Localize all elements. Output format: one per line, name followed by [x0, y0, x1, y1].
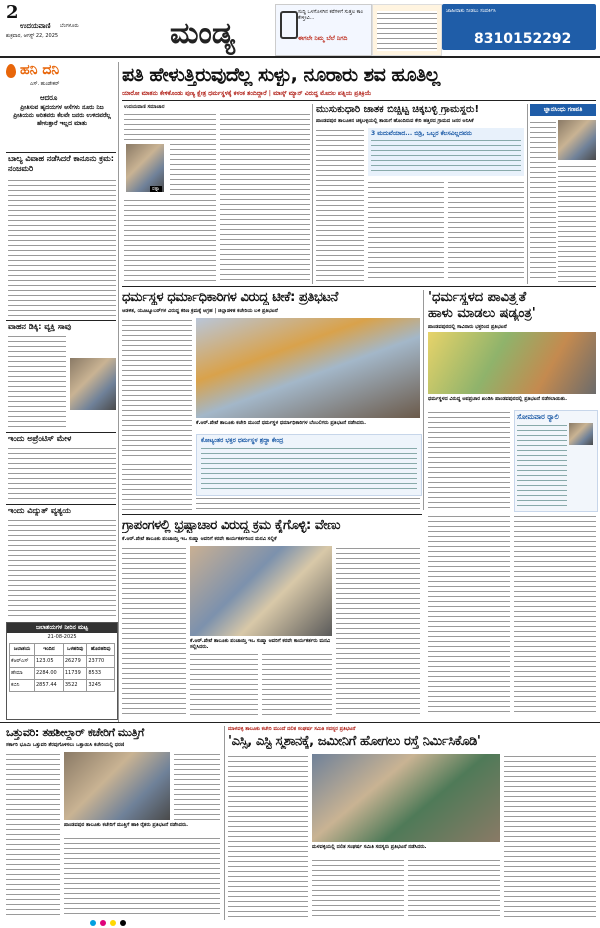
phone-icon [280, 11, 298, 39]
bottom-right-body-3 [408, 858, 500, 918]
second-story-subhead: ಪಾಂಡವಪುರ ತಾಲೂಕಿನ ಚಿಕ್ಕಬಳ್ಳಿಯಲ್ಲಿ ತಾಯಿಗೆ ಹೊಂದಿರುವ ಕೇರಿ ಹತ್ತಿರದ ಗ್ರಾಮದ ಜನರ ಅನಿಸಿಕೆ [316, 118, 474, 124]
bottom-left-photo [64, 752, 170, 820]
col-header: ಹೊರಹರಿವು [87, 644, 115, 656]
left-story-1-headline: ಬಾಲ್ಯ ವಿವಾಹ ನಡೆಸಿದರೆ ಕಾನೂನು ಕ್ರಮ: ನಂಜಮರಿ [8, 154, 114, 173]
ad-fine-print [377, 11, 437, 51]
left-story-2-photo [70, 358, 116, 410]
bottom-right-photo-caption: ಮಳವಳ್ಳಿಯಲ್ಲಿ ದಲಿತ ಸಂಘರ್ಷ ಸಮಿತಿ ಸದಸ್ಯರು ಪ್ರತಿಭಟನೆ ನಡೆಸಿದರು. [312, 844, 427, 850]
cell: 3245 [87, 680, 115, 692]
cell: 8533 [87, 668, 115, 680]
venu-body-3 [262, 652, 332, 716]
bottom-right-kicker: ಮಾಳವಳ್ಳಿ ತಾಲೂಕು ಕಚೇರಿ ಮುಂದೆ ದಲಿತ ಸಂಘರ್ಷ ಸಮಿತಿ ಸದಸ್ಯರ ಪ್ರತಿಭಟನೆ [228, 726, 356, 732]
left-story-3-body [8, 446, 116, 502]
left-story-2-headline: ವಾಹನ ಡಿಕ್ಕಿ: ವ್ಯಕ್ತಿ ಸಾವು [8, 322, 72, 331]
edition: ಬೆಂಗಳೂರು [60, 23, 79, 29]
bottom-right-body-1 [228, 754, 308, 918]
drop-icon [6, 64, 16, 78]
venu-subhead: ಕೆ.ಆರ್.ಪೇಟೆ ತಾಲೂಕು ಪಂಚಾಯ್ತಿ ಇಒ ಸುಷ್ಮಾ ಅವರಿಗೆ ಕರವೇ ಕಾರ್ಯಕರ್ತರಿಂದ ಮನವಿ ಸಲ್ಲಿಕೆ [122, 536, 277, 542]
lead-byline: ಉದಯವಾಣಿ ಸಮಾಚಾರ [124, 104, 165, 110]
reservoir-table [6, 622, 118, 720]
holy-photo [428, 332, 596, 394]
honey-author: ಎಸ್. ಹುಂಡೇಕರ್ [30, 81, 60, 87]
somavara-title: ಸೋಮವಾರ ರ‍್ಯಾಲಿ [517, 413, 559, 421]
lead-headline: ಪತಿ ಹೇಳುತ್ತಿರುವುದೆಲ್ಲ ಸುಳ್ಳು, ನೂರಾರು ಶವ ಹೂತಿಲ್ಲ [122, 64, 440, 86]
col-header: ಜಲಾಶಯ [10, 644, 35, 656]
dharmasthala-body-2 [122, 462, 192, 510]
holy-photo-caption: ಧರ್ಮಸ್ಥಳದ ವಿರುದ್ಧ ಅಪಪ್ರಚಾರ ಖಂಡಿಸಿ ಪಾಂಡವಪುರದಲ್ಲಿ ಪ್ರತಿಭಟನೆ ನಡೆಸಲಾಯಿತು. [428, 396, 568, 402]
dharmasthala-body-3 [196, 496, 420, 510]
table-row [10, 656, 115, 668]
reservoir-title: ಜಲಾಶಯಗಳ ನೀರಿನ ಮಟ್ಟ [7, 623, 117, 633]
masthead-ad-1 [275, 4, 372, 56]
cell: 23770 [87, 656, 115, 668]
cell: 2284.00 [35, 668, 64, 680]
left-story-4-headline: ಇಂದು ವಿದ್ಯುತ್ ವ್ಯತ್ಯಯ [8, 506, 71, 515]
second-story-headline: ಮುಸುಕುಧಾರಿ ಜಾತಕ ಬಿಚ್ಚಿಟ್ಟ ಚಿಕ್ಕಬಳ್ಳಿ ಗ್ರಾಮಸ್ಥರು! [316, 104, 480, 115]
cell: ಕಬಿನಿ [10, 680, 35, 692]
box-title: 3 ಮದುವೆಯಾದ... ಬಿಡ್ರಿ, ಒಬ್ಬರ ಕೆಲಸವಿಲ್ಲದವನು [371, 130, 472, 137]
dharmasthala-body-1 [122, 318, 192, 460]
honey-title: ಹನಿ ದನಿ [20, 62, 60, 78]
venu-photo [190, 546, 332, 636]
lead-body-3 [124, 198, 216, 282]
dharmasthala-photo [196, 318, 420, 418]
lead-body-1 [124, 112, 170, 142]
bottom-left-photo-caption: ಪಾಂಡವಪುರ ತಾಲೂಕು ಕಚೇರಿಗೆ ಮುತ್ತಿಗೆ ಹಾಕಿ ರೈತರು ಪ್ರತಿಭಟನೆ ನಡೆಸಿದರು. [64, 822, 189, 828]
somavara-body [517, 423, 567, 507]
col-header: ಒಳಹರಿವು [63, 644, 86, 656]
col-header: ಇಂದಿನ [35, 644, 64, 656]
box-body [371, 138, 521, 174]
bottom-left-body-3 [64, 836, 220, 918]
reservoir-date: 21-08-2025 [47, 634, 77, 640]
left-story-4-body [8, 518, 116, 618]
cell: ಹೇಮಾ [10, 668, 35, 680]
dharmasthala-photo-caption: ಕೆ.ಆರ್.ಪೇಟೆ ತಾಲೂಕು ಕಚೇರಿ ಮುಂದೆ ಧರ್ಮಸ್ಥಳ ಧರ್ಮಾಧಿಕಾರಿಗಳ ಬೆಂಬಲಿಗರು ಪ್ರತಿಭಟನೆ ನಡೆಸಿದರು. [196, 420, 367, 426]
left-story-3-headline: ಇಂದು ಅಪ್ರೆಂಟಿಸ್ ಮೇಳ [8, 434, 72, 443]
second-story-box [368, 128, 524, 176]
second-story-body-2 [368, 180, 444, 282]
dharmasthala-subhead: ಆಡಳಿತ, ಯೂಟ್ಯೂಬರ್‌ಗಳ ವಿರುದ್ಧ ಕಠಿಣ ಕ್ರಮಕ್ಕೆ ಆಗ್ರಹ | ಜಿಲ್ಲಾಡಳಿತ ಕಚೇರಿಯ ಬಳಿ ಪ್ರತಿಭಟನೆ [122, 308, 278, 314]
lead-body-4 [220, 112, 310, 282]
venu-headline: ಗ್ರಾಪಂಗಳಲ್ಲಿ ಭ್ರಷ್ಟಾಚಾರ ವಿರುದ್ಧ ಕ್ರಮ ಕೈಗೊಳ್ಳಿ: ವೇಣು [122, 518, 341, 533]
second-story-body-1 [316, 128, 364, 282]
venu-photo-caption: ಕೆ.ಆರ್.ಪೇಟೆ ತಾಲೂಕು ಪಂಚಾಯ್ತಿ ಇಒ ಸುಷ್ಮಾ ಅವರಿಗೆ ಕರವೇ ಕಾರ್ಯಕರ್ತರು ಮನವಿ ಸಲ್ಲಿಸಿದರು. [190, 638, 331, 650]
paper-name: ಉದಯವಾಣಿ [20, 22, 51, 30]
right-column-body-1 [428, 514, 510, 716]
masthead-ad-2 [372, 4, 442, 56]
bottom-left-subhead: ಸರ್ಕಾರಿ ಭೂಮಿ ಒತ್ತುವರಿ ತೆರವುಗೊಳಿಸಲು ಒತ್ತಾಯಿಸಿ ಕಚೇರಿಯಲ್ಲಿ ಧರಣಿ [6, 742, 125, 748]
holy-headline-1: 'ಧರ್ಮಸ್ಥಳದ ಪಾವಿತ್ರ್ಯತೆ [428, 290, 527, 305]
gnanaguru-body [530, 120, 556, 282]
lead-subhead: ಯಾರೋ ಮಾತನು ಕೇಳಿಕೊಂಡು ಪುಣ್ಯ ಕ್ಷೇತ್ರ ಧರ್ಮಸ್ಥಳಕ್ಕೆ ಕಳಂಕ ತಂದಿದ್ದಾರೆ | ಮಾಸ್ಕ್ ಮ್ಯಾನ್ ವಿರುದ್ಧ ಮೊದಲ ಪತ್ನಿಯ ಪ್ರತಿಕ್ರಿಯೆ [122, 90, 372, 97]
masthead-ad-3 [442, 4, 596, 50]
district-title: ಮಂಡ್ಯ [170, 16, 236, 51]
honey-poem: ಪ್ರೀತಿಸುವ ಹೃದಯಗಳ ಆಸೆಗಳು ನೂರು ನಿಜ ಪ್ರೀತಿಯನು ಅರಿತವರು ಕೆಲವೇ ಜನರು ಉಳಿದವರೆಲ್ಲ ಹೇಳುತ್ತಾರೆ ಇಲ್ಲದ ಮಾತು [13, 104, 111, 127]
gnanaguru-title: ಜ್ಞಾನಸಿಂಧು ಗಣಪತಿ [530, 104, 596, 116]
dharmasthala-headline: ಧರ್ಮಸ್ಥಳ ಧರ್ಮಾಧಿಕಾರಿಗಳ ವಿರುದ್ಧ ಟೀಕೆ: ಪ್ರತಿಭಟನೆ [122, 290, 338, 305]
holy-body-1 [428, 410, 510, 510]
cell: ಕೆಆರ್‌ಎಸ್ [10, 656, 35, 668]
left-story-1-body [8, 178, 116, 316]
cell: 26279 [63, 656, 86, 668]
page-number: 2 [6, 2, 19, 23]
venu-body-1 [122, 546, 186, 716]
inset-title: ಕೋಟ್ಯಂತರ ಭಕ್ತರ ಧರ್ಮಸ್ಥಳ ಶ್ರದ್ಧಾ ಕೇಂದ್ರ [201, 437, 284, 444]
inset-body [201, 446, 417, 492]
registration-marks [90, 920, 510, 926]
cell: 11739 [63, 668, 86, 680]
somavara-photo [569, 423, 593, 445]
bottom-right-headline: 'ಎಸ್ಸಿ, ಎಸ್ಟಿ ಸ್ಮಶಾನಕ್ಕೆ, ಜಮೀನಿಗೆ ಹೋಗಲು ರಸ್ತೆ ನಿರ್ಮಿಸಿಕೊಡಿ' [228, 734, 481, 749]
ad-text-1: ಸುದ್ದಿ ಒಳಗೊಳಗಿನ ಕರೆಗಳಿಗೆ ಸುತ್ತಲ ಕಾಂ ಕೇಳ್ತೀವಿ... [298, 9, 363, 21]
gnanaguru-photo [558, 120, 596, 160]
venu-body-4 [336, 546, 420, 716]
bottom-left-body-2 [174, 752, 220, 820]
right-column-body-2 [514, 514, 596, 716]
cell: 123.05 [35, 656, 64, 668]
bottom-left-body-1 [6, 752, 60, 918]
cell: 2857.44 [35, 680, 64, 692]
lead-photo [126, 144, 164, 192]
ad-text-2: ಈಗಲೇ ನಿಮ್ಮ ಬೆಲೆ ನಿಗದಿ [298, 35, 348, 42]
gnanaguru-body-2 [558, 164, 596, 282]
bottom-right-photo [312, 754, 500, 842]
dharmasthala-inset [196, 434, 422, 496]
ad-phone: 8310152292 [474, 31, 572, 47]
lead-body-2 [170, 112, 216, 198]
reservoir-grid [9, 643, 115, 692]
issue-date: ಶುಕ್ರವಾರ, ಆಗಸ್ಟ್ 22, 2025 [6, 33, 59, 39]
somavara-box [514, 410, 598, 512]
venu-body-2 [190, 652, 258, 716]
cell: 3522 [63, 680, 86, 692]
honey-kicker: ಆದರೂ [40, 94, 58, 102]
table-row [10, 668, 115, 680]
bottom-right-body-2 [312, 858, 404, 918]
bottom-right-body-4 [504, 754, 596, 918]
ad-text-3: ಜಾಹೀರಾತು ನೀಡಲು ಸಂಪರ್ಕಿಸಿ [446, 8, 496, 14]
table-row [10, 680, 115, 692]
holy-headline-2: ಹಾಳು ಮಾಡಲು ಷಡ್ಯಂತ್ರ' [428, 306, 536, 321]
second-story-body-3 [448, 180, 524, 282]
honey-logo [6, 62, 116, 90]
lead-photo-caption: ರತ್ನಾ [152, 186, 160, 192]
left-story-2-body [8, 334, 66, 430]
holy-subhead: ಪಾಂಡವಪುರದಲ್ಲಿ ಸಾವಿರಾರು ಭಕ್ತರಿಂದ ಪ್ರತಿಭಟನೆ [428, 324, 507, 330]
bottom-left-headline: ಒತ್ತುವರಿ: ತಹಶೀಲ್ದಾರ್ ಕಚೇರಿಗೆ ಮುತ್ತಿಗೆ [6, 726, 144, 739]
